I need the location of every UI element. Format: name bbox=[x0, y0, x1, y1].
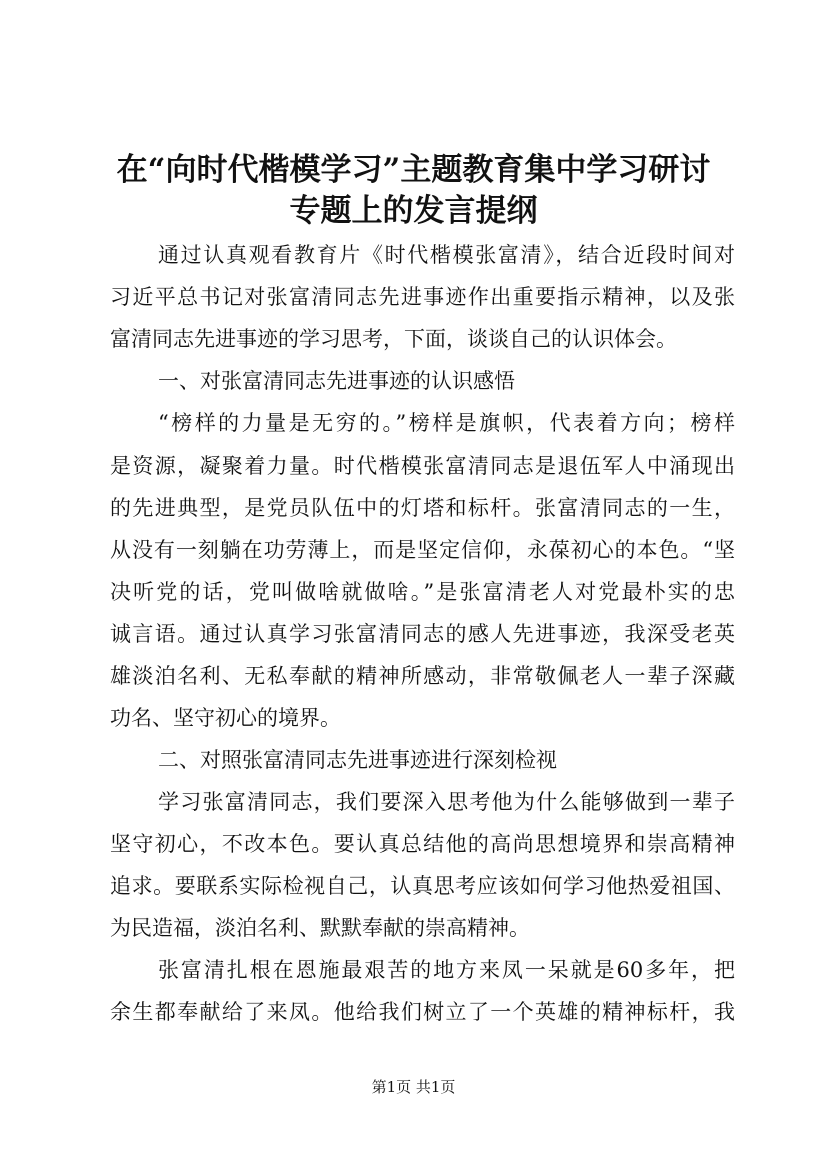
paragraph-line: 诚言语。通过认真学习张富清同志的感人先进事迹，我深受老英 bbox=[110, 622, 735, 646]
section-heading-1: 一、对张富清同志先进事迹的认识感悟 bbox=[158, 369, 515, 393]
paragraph-line: 坚守初心，不改本色。要认真总结他的高尚思想境界和崇高精神 bbox=[110, 832, 735, 856]
paragraph-line: 从没有一刻躺在功劳薄上，而是坚定信仰，永葆初心的本色。“坚 bbox=[110, 538, 735, 562]
paragraph-line: 余生都奉献给了来凤。他给我们树立了一个英雄的精神标杆，我 bbox=[110, 1000, 735, 1024]
paragraph-line: 是资源，凝聚着力量。时代楷模张富清同志是退伍军人中涌现出 bbox=[110, 454, 735, 478]
paragraph-line: 习近平总书记对张富清同志先进事迹作出重要指示精神，以及张 bbox=[110, 285, 735, 309]
paragraph-line: “榜样的力量是无穷的。”榜样是旗帜，代表着方向；榜样 bbox=[158, 411, 735, 435]
paragraph-line: 张富清扎根在恩施最艰苦的地方来凤一呆就是60多年，把 bbox=[158, 958, 735, 982]
section-heading-2: 二、对照张富清同志先进事迹进行深刻检视 bbox=[158, 748, 557, 772]
paragraph-line: 雄淡泊名利、无私奉献的精神所感动，非常敬佩老人一辈子深藏 bbox=[110, 664, 735, 688]
paragraph-line: 功名、坚守初心的境界。 bbox=[110, 706, 341, 730]
paragraph-line: 学习张富清同志，我们要深入思考他为什么能够做到一辈子 bbox=[158, 790, 735, 814]
paragraph-line: 追求。要联系实际检视自己，认真思考应该如何学习他热爱祖国、 bbox=[110, 874, 735, 898]
document-title-line-1: 在“向时代楷模学习”主题教育集中学习研讨 bbox=[116, 152, 711, 188]
paragraph-line: 通过认真观看教育片《时代楷模张富清》，结合近段时间对 bbox=[158, 243, 735, 267]
paragraph-line: 的先进典型，是党员队伍中的灯塔和标杆。张富清同志的一生， bbox=[110, 496, 735, 520]
paragraph-line: 为民造福，淡泊名利、默默奉献的崇高精神。 bbox=[110, 916, 530, 940]
paragraph-line: 决听党的话，党叫做啥就做啥。”是张富清老人对党最朴实的忠 bbox=[110, 580, 735, 604]
document-title-line-2: 专题上的发言提纲 bbox=[289, 193, 538, 229]
paragraph-line: 富清同志先进事迹的学习思考，下面，谈谈自己的认识体会。 bbox=[110, 327, 677, 351]
page-footer: 第1页 共1页 bbox=[371, 1078, 456, 1096]
